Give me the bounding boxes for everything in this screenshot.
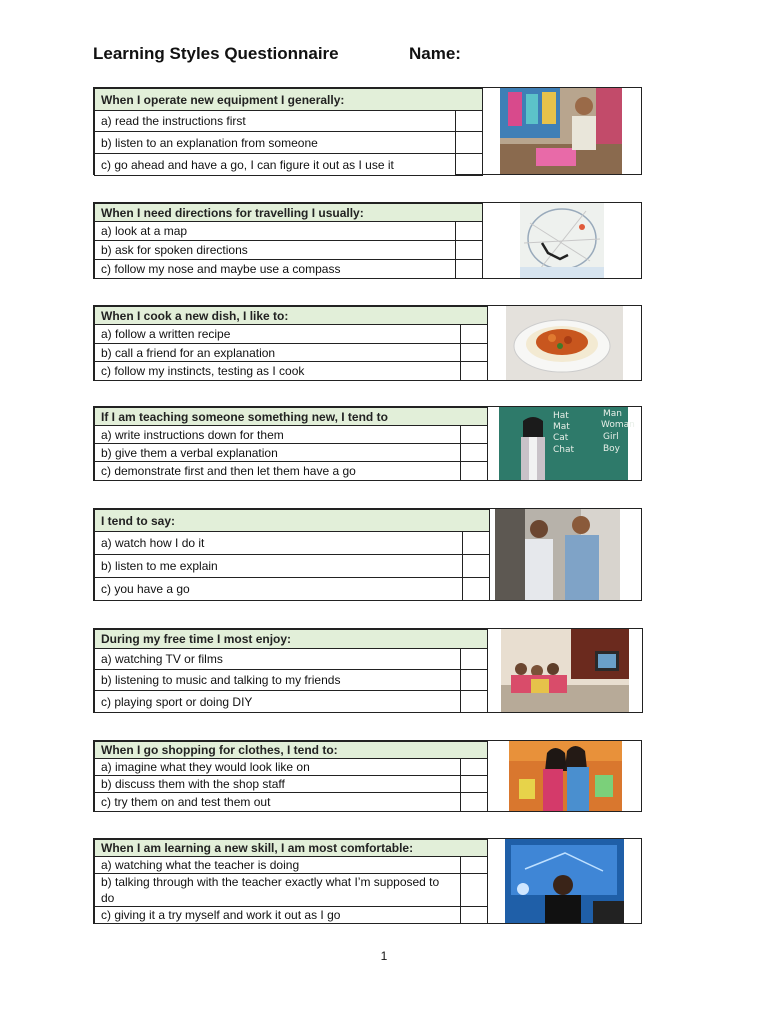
question-block-8 (93, 838, 642, 924)
option-c: c) giving it a try myself and work it out as I go (95, 907, 461, 924)
question-block-2 (93, 202, 642, 279)
option-b: b) listen to me explain (95, 555, 463, 578)
answer-box-c[interactable] (461, 462, 488, 481)
question-prompt: If I am teaching someone something new, I tend to (95, 408, 488, 426)
curry-dish-photo (506, 306, 623, 380)
option-c: c) go ahead and have a go, I can figure it out as I use it (95, 154, 456, 176)
answer-box-b[interactable] (461, 874, 488, 907)
answer-box-c[interactable] (461, 907, 488, 924)
question-prompt: When I go shopping for clothes, I tend to: (95, 742, 488, 759)
lecturer-screen-photo (505, 839, 624, 923)
chalk-word: Woman (601, 420, 635, 430)
answer-box-b[interactable] (461, 444, 488, 462)
answer-box-b[interactable] (463, 555, 490, 578)
page-number: 1 (380, 949, 388, 963)
option-b: b) give them a verbal explanation (95, 444, 461, 462)
question-prompt: When I operate new equipment I generally: (95, 89, 483, 111)
question-table-2 (94, 203, 483, 279)
question-block-3 (93, 305, 642, 381)
answer-box-a[interactable] (461, 649, 488, 670)
two-men-talking-photo (495, 509, 620, 600)
question-table-6 (94, 629, 488, 713)
question-block-6 (93, 628, 643, 713)
answer-box-a[interactable] (461, 857, 488, 874)
question-table-1 (94, 88, 483, 176)
option-a: a) watch how I do it (95, 532, 463, 555)
question-table-8 (94, 839, 488, 924)
option-a: a) watching what the teacher is doing (95, 857, 461, 874)
question-table-3 (94, 306, 488, 381)
shopping-women-photo (509, 741, 622, 811)
option-b: b) listen to an explanation from someone (95, 132, 456, 154)
option-b: b) call a friend for an explanation (95, 344, 461, 362)
teacher-chalkboard-photo (499, 407, 635, 480)
question-prompt: When I need directions for travelling I usually: (95, 204, 483, 222)
option-c: c) demonstrate first and then let them have a go (95, 462, 461, 481)
question-table-7 (94, 741, 488, 812)
chalk-word: Mat (553, 422, 570, 432)
answer-box-c[interactable] (456, 154, 483, 176)
city-map-photo (520, 203, 604, 278)
option-a: a) write instructions down for them (95, 426, 461, 444)
question-prompt: When I cook a new dish, I like to: (95, 307, 488, 325)
answer-box-b[interactable] (461, 776, 488, 793)
answer-box-b[interactable] (456, 132, 483, 154)
option-a: a) follow a written recipe (95, 325, 461, 344)
answer-box-c[interactable] (456, 260, 483, 279)
option-c: c) you have a go (95, 578, 463, 601)
option-b: b) talking through with the teacher exactly what I’m supposed to do (95, 874, 461, 907)
chalk-word: Boy (603, 444, 621, 454)
answer-box-b[interactable] (456, 241, 483, 260)
answer-box-a[interactable] (456, 111, 483, 132)
option-b: b) ask for spoken directions (95, 241, 456, 260)
tailor-shop-photo (500, 88, 622, 174)
option-c: c) follow my instincts, testing as I cook (95, 362, 461, 381)
name-label: Name: (409, 44, 461, 63)
question-block-7 (93, 740, 642, 812)
answer-box-b[interactable] (461, 344, 488, 362)
option-c: c) playing sport or doing DIY (95, 691, 461, 713)
answer-box-a[interactable] (461, 325, 488, 344)
option-c: c) try them on and test them out (95, 793, 461, 812)
answer-box-c[interactable] (461, 691, 488, 713)
answer-box-a[interactable] (463, 532, 490, 555)
option-a: a) look at a map (95, 222, 456, 241)
chalk-word: Hat (553, 411, 569, 421)
option-b: b) discuss them with the shop staff (95, 776, 461, 793)
question-table-5 (94, 509, 490, 601)
question-prompt: I tend to say: (95, 510, 490, 532)
answer-box-c[interactable] (461, 793, 488, 812)
chalk-word: Chat (553, 445, 575, 455)
question-block-4 (93, 406, 642, 481)
option-a: a) read the instructions first (95, 111, 456, 132)
option-c: c) follow my nose and maybe use a compass (95, 260, 456, 279)
page-title: Learning Styles Questionnaire (93, 44, 339, 63)
question-block-1 (93, 87, 642, 175)
answer-box-a[interactable] (456, 222, 483, 241)
answer-box-b[interactable] (461, 670, 488, 691)
option-a: a) imagine what they would look like on (95, 759, 461, 776)
answer-box-a[interactable] (461, 426, 488, 444)
question-prompt: During my free time I most enjoy: (95, 630, 488, 649)
family-watching-tv-photo (501, 629, 629, 712)
question-block-5 (93, 508, 642, 601)
chalk-word: Man (603, 409, 622, 419)
chalk-word: Cat (553, 433, 569, 443)
option-b: b) listening to music and talking to my friends (95, 670, 461, 691)
answer-box-a[interactable] (461, 759, 488, 776)
answer-box-c[interactable] (461, 362, 488, 381)
chalk-word: Girl (603, 432, 619, 442)
question-table-4 (94, 407, 488, 481)
question-prompt: When I am learning a new skill, I am most comfortable: (95, 840, 488, 857)
answer-box-c[interactable] (463, 578, 490, 601)
option-a: a) watching TV or films (95, 649, 461, 670)
